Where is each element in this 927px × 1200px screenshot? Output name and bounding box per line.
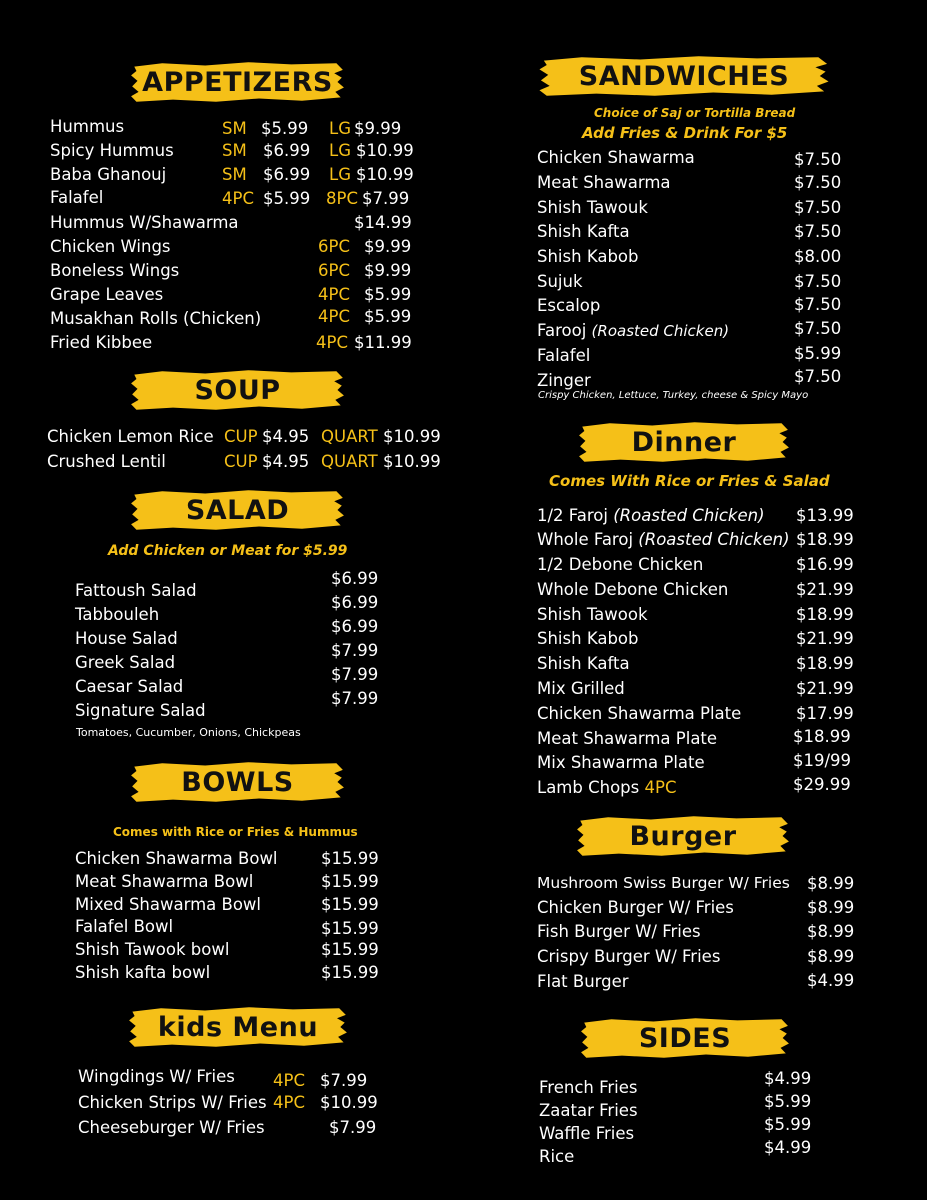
appetizers-title: APPETIZERS [142,66,333,98]
list-item: Zaatar Fries [539,1101,638,1120]
price: $16.99 [796,555,854,574]
price: $10.99 [356,165,414,184]
list-item: Chicken Shawarma Plate [537,704,742,723]
size-label: 4PC [222,189,254,208]
burger-header [576,814,790,858]
list-item: Hummus [50,117,125,136]
zinger-subnote: Crispy Chicken, Lettuce, Turkey, cheese & Spicy Mayo [538,390,809,401]
list-item: Grape Leaves [50,285,164,304]
price: $17.99 [796,704,854,723]
list-item [537,506,765,526]
size-label: QUART [321,427,378,446]
list-item: Chicken Strips W/ Fries [78,1093,267,1112]
list-item: Shish Tawouk [537,198,648,217]
price: $13.99 [796,506,854,525]
price: $4.95 [262,452,310,471]
price: $5.99 [364,307,412,326]
size-label: QUART [321,452,378,471]
item-description: (Roasted Chicken) [638,530,790,549]
price: $8.99 [807,922,855,941]
soup-title: SOUP [194,374,281,406]
list-item: Chicken Wings [50,237,171,256]
price: $7.50 [794,198,842,217]
list-item [537,530,790,550]
price: $9.99 [364,261,412,280]
list-item: Falafel [50,188,104,207]
list-item: Whole Debone Chicken [537,580,729,599]
size-label: 8PC [326,189,358,208]
list-item: Sujuk [537,272,583,291]
list-item: 1/2 Debone Chicken [537,555,704,574]
kids-menu-header [128,1005,348,1049]
list-item: Waffle Fries [539,1124,635,1143]
bowls-header [130,760,345,804]
list-item: Hummus W/Shawarma [50,213,239,232]
price: $15.99 [321,849,379,868]
soup-header [130,368,345,412]
price: $7.99 [331,689,379,708]
list-item: Shish Tawook [537,605,648,624]
list-item: Crispy Burger W/ Fries [537,947,721,966]
sandwiches-note-fries: Add Fries & Drink For $5 [582,124,788,142]
list-item: French Fries [539,1078,638,1097]
price: $5.99 [261,119,309,138]
price: $6.99 [263,141,311,160]
price: $21.99 [796,629,854,648]
list-item: Chicken Burger W/ Fries [537,898,734,917]
price: $21.99 [796,580,854,599]
list-item: Shish Kabob [537,247,639,266]
dinner-title: Dinner [631,426,737,458]
list-item: Chicken Shawarma [537,148,695,167]
sandwiches-title: SANDWICHES [578,60,790,92]
price: $4.99 [807,971,855,990]
price: $7.50 [794,272,842,291]
salad-subnote: Tomatoes, Cucumber, Onions, Chickpeas [76,726,301,739]
dinner-header [578,420,790,464]
list-item: Flat Burger [537,972,629,991]
sides-title: SIDES [638,1022,732,1054]
item-name: Farooj [537,321,587,340]
size-label: 4PC [318,307,350,326]
list-item: Zinger [537,371,591,390]
item-description: (Roasted Chicken) [591,322,730,340]
list-item: Chicken Shawarma Bowl [75,849,278,868]
price: $7.50 [794,367,842,386]
list-item [537,321,729,341]
list-item: Tabbouleh [75,605,160,624]
price: $6.99 [331,593,379,612]
item-name: Whole Faroj [537,530,634,549]
price: $5.99 [764,1092,812,1111]
list-item: Shish kafta bowl [75,963,211,982]
sandwiches-note-bread: Choice of Saj or Tortilla Bread [594,106,796,120]
price: $6.99 [331,569,379,588]
salad-title: SALAD [185,494,290,526]
price: $7.99 [331,641,379,660]
list-item: Spicy Hummus [50,141,174,160]
size-label: 6PC [318,237,350,256]
price: $29.99 [793,775,851,794]
list-item: Falafel Bowl [75,917,174,936]
size-label: 4PC [318,285,350,304]
size-label: SM [222,141,247,160]
size-label: LG [329,119,351,138]
kids-menu-title: kids Menu [157,1011,319,1043]
bowls-note: Comes with Rice or Fries & Hummus [113,825,358,839]
price: $7.50 [794,150,842,169]
list-item: Musakhan Rolls (Chicken) [50,309,262,328]
salad-note: Add Chicken or Meat for $5.99 [108,543,348,559]
list-item: Falafel [537,346,591,365]
price: $14.99 [354,213,412,232]
list-item: Crushed Lentil [47,452,166,471]
list-item: Greek Salad [75,653,176,672]
price: $8.99 [807,874,855,893]
list-item: Shish Kafta [537,654,630,673]
item-name: Lamb Chops [537,778,640,797]
price: $10.99 [320,1093,378,1112]
sandwiches-header [538,54,830,98]
list-item: Shish Kabob [537,629,639,648]
price: $15.99 [321,872,379,891]
price: $18.99 [796,605,854,624]
list-item: Shish Kafta [537,222,630,241]
price: $5.99 [764,1115,812,1134]
list-item: Rice [539,1147,575,1166]
bowls-title: BOWLS [181,766,294,798]
list-item [537,778,676,798]
price: $7.50 [794,222,842,241]
list-item: Mix Shawarma Plate [537,753,705,772]
burger-title: Burger [629,820,737,852]
price: $4.99 [764,1138,812,1157]
list-item: Wingdings W/ Fries [78,1067,235,1086]
size-label: 4PC [273,1093,305,1112]
item-name: 1/2 Faroj [537,506,608,525]
size-label: 6PC [318,261,350,280]
price: $4.95 [262,427,310,446]
price: $18.99 [793,727,851,746]
price: $15.99 [321,919,379,938]
list-item: Fried Kibbee [50,333,153,352]
list-item: Meat Shawarma Plate [537,729,718,748]
price: $6.99 [263,165,311,184]
price: $4.99 [764,1069,812,1088]
list-item: Mixed Shawarma Bowl [75,895,262,914]
price: $19/99 [793,751,852,770]
price: $9.99 [364,237,412,256]
price: $15.99 [321,895,379,914]
price: $15.99 [321,940,379,959]
sides-header [580,1016,790,1060]
list-item: Boneless Wings [50,261,180,280]
price: $7.50 [794,319,842,338]
price: $5.99 [364,285,412,304]
price: $7.99 [362,189,410,208]
price: $7.50 [794,295,842,314]
size-label: LG [329,141,351,160]
price: $10.99 [356,141,414,160]
price: $7.99 [331,665,379,684]
price: $5.99 [263,189,311,208]
list-item: Shish Tawook bowl [75,940,230,959]
list-item: Escalop [537,296,601,315]
size-label: CUP [224,452,258,471]
price: $7.99 [320,1071,368,1090]
price: $9.99 [354,119,402,138]
list-item: Signature Salad [75,701,206,720]
list-item: Baba Ghanouj [50,165,167,184]
price: $8.99 [807,947,855,966]
price: $7.50 [794,173,842,192]
price: $15.99 [321,963,379,982]
price: $21.99 [796,679,854,698]
appetizers-header [130,60,345,104]
list-item: Cheeseburger W/ Fries [78,1118,265,1137]
price: $8.99 [807,898,855,917]
price: $18.99 [796,530,854,549]
dinner-note: Comes With Rice or Fries & Salad [549,472,830,490]
size-label: 4PC [644,778,677,797]
price: $5.99 [794,344,842,363]
price: $8.00 [794,247,842,266]
size-label: SM [222,119,247,138]
list-item: Meat Shawarma Bowl [75,872,254,891]
price: $11.99 [354,333,412,352]
list-item: House Salad [75,629,178,648]
list-item: Meat Shawarma [537,173,671,192]
price: $7.99 [329,1118,377,1137]
size-label: LG [329,165,351,184]
size-label: 4PC [273,1071,305,1090]
price: $10.99 [383,452,441,471]
list-item: Chicken Lemon Rice [47,427,214,446]
list-item: Fattoush Salad [75,581,197,600]
size-label: CUP [224,427,258,446]
list-item: Fish Burger W/ Fries [537,922,701,941]
list-item: Caesar Salad [75,677,184,696]
price: $18.99 [796,654,854,673]
item-description: (Roasted Chicken) [613,506,765,525]
size-label: 4PC [316,333,348,352]
salad-header [130,488,345,532]
size-label: SM [222,165,247,184]
list-item: Mushroom Swiss Burger W/ Fries [537,874,790,892]
price: $6.99 [331,617,379,636]
price: $10.99 [383,427,441,446]
list-item: Mix Grilled [537,679,625,698]
